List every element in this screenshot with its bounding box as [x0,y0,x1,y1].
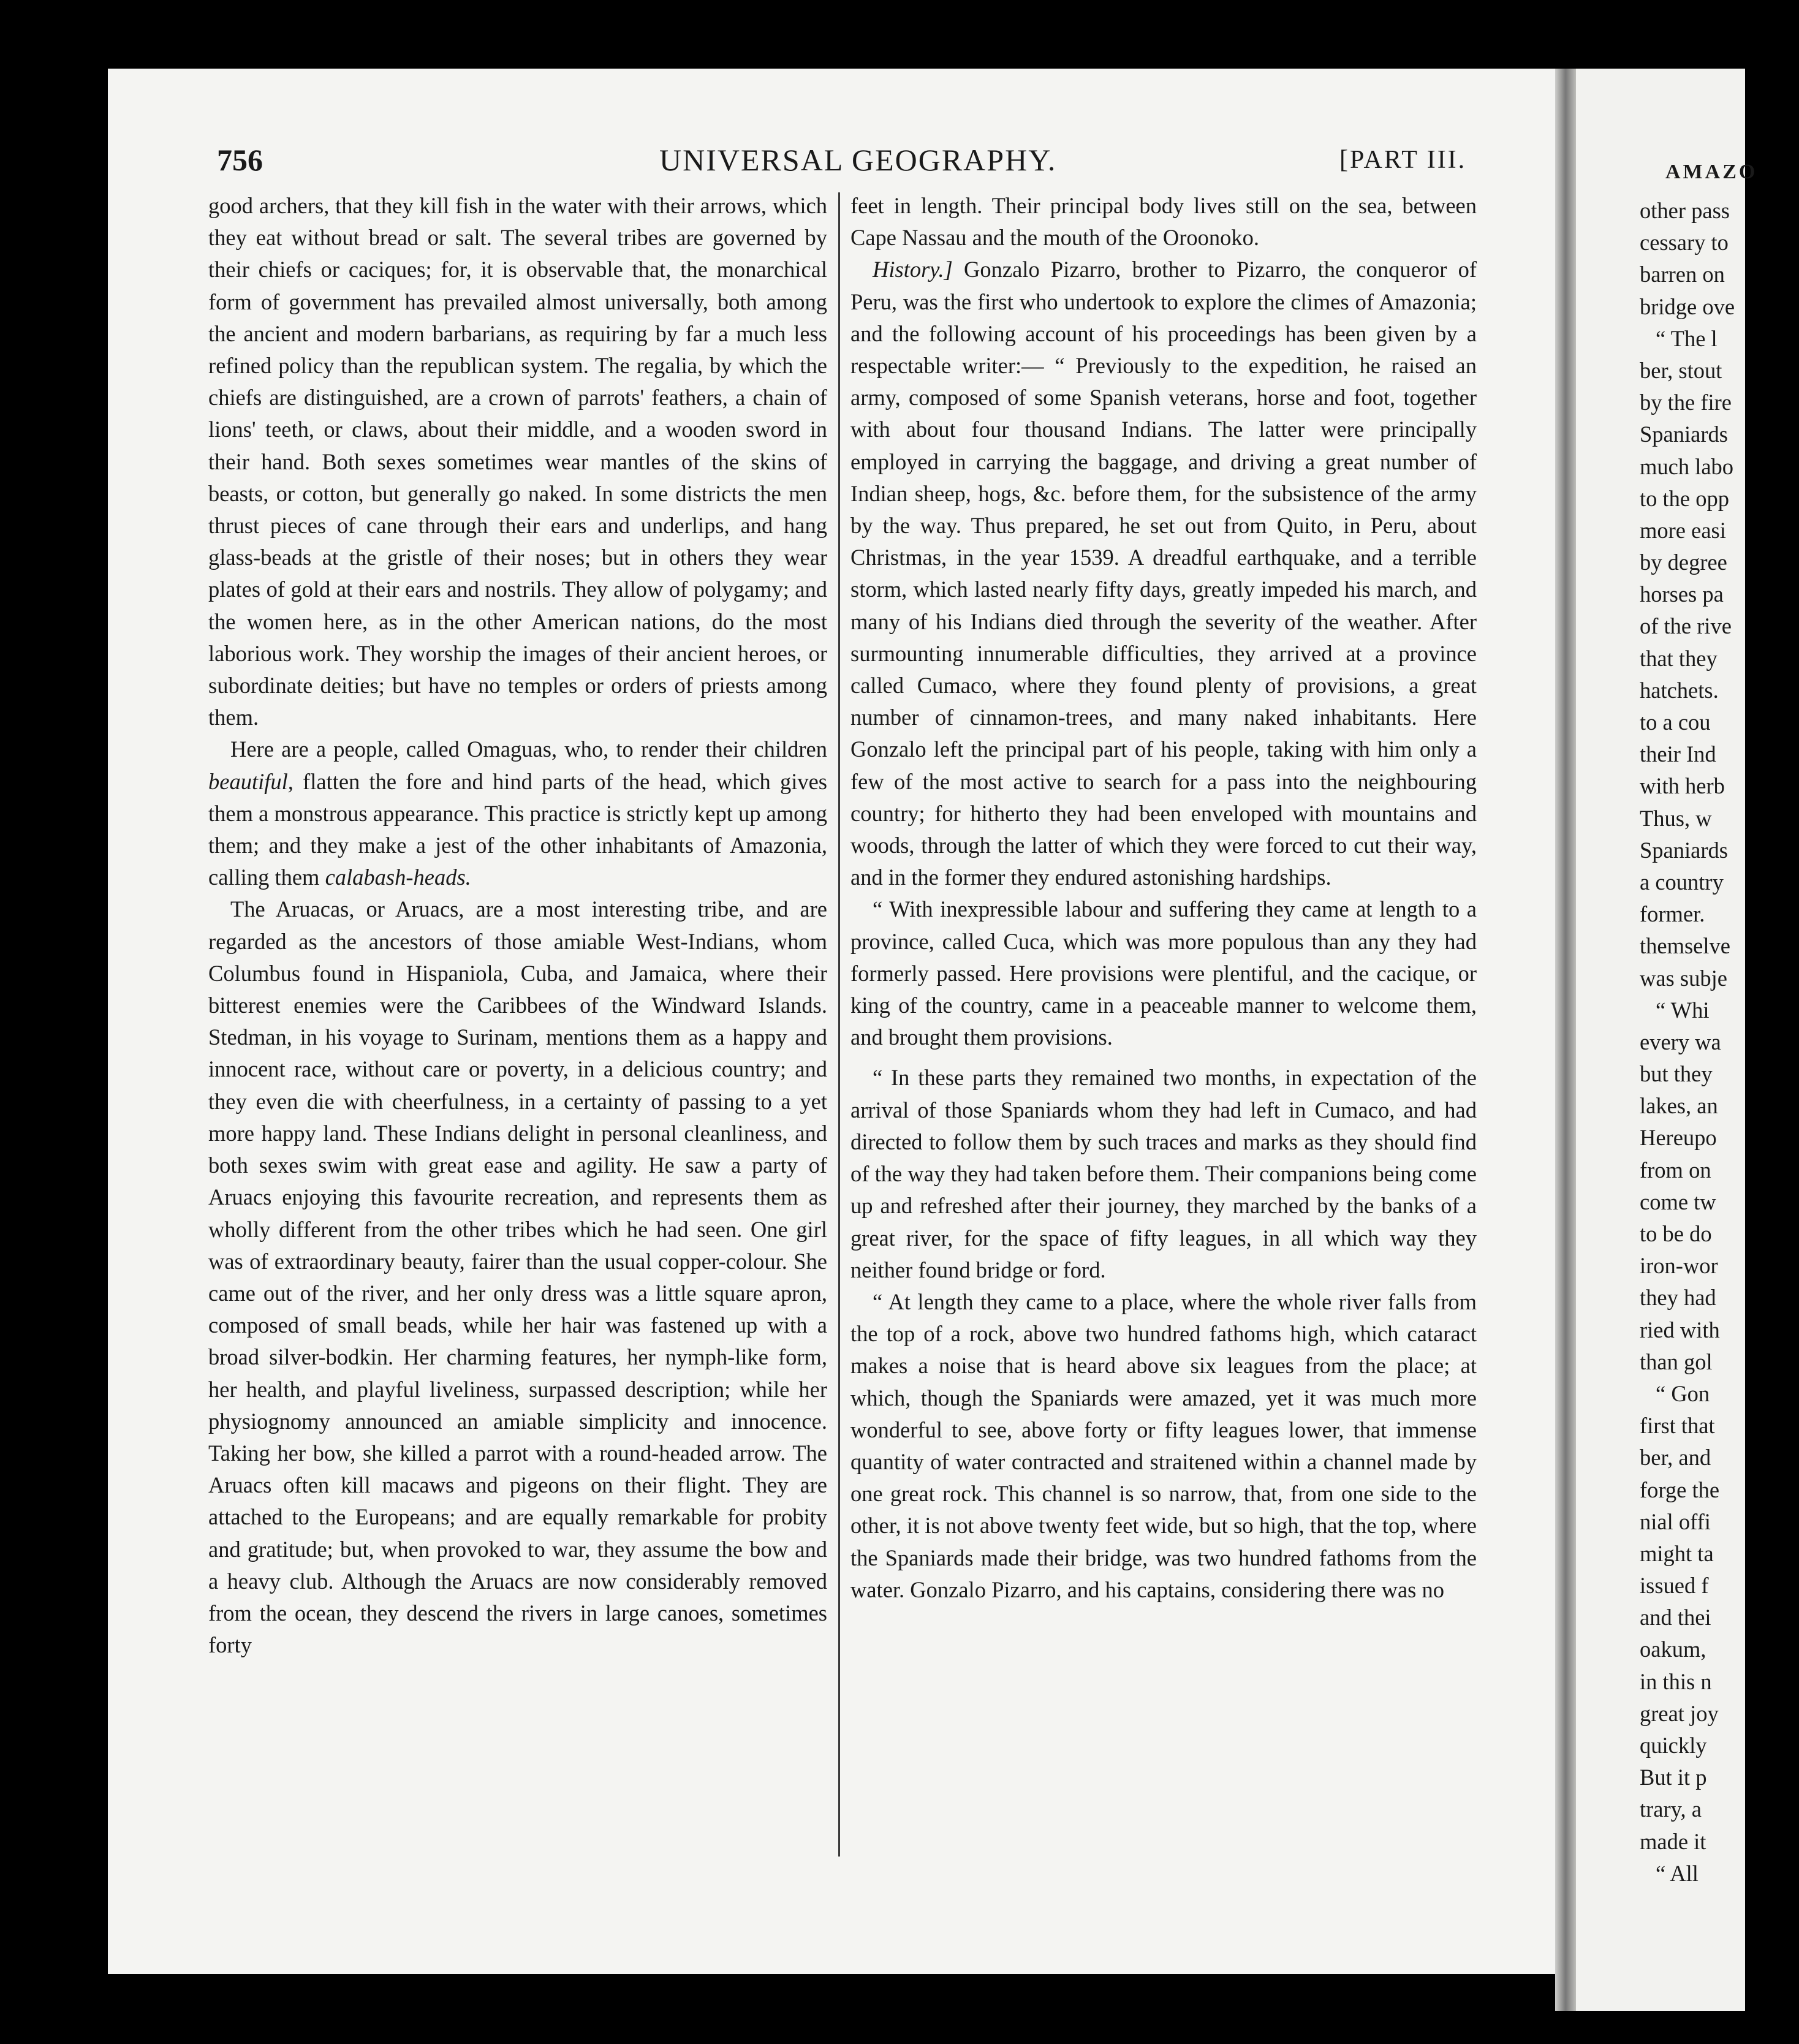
text-line: “ Whi [1656,997,1710,1023]
text-line: trary, a [1640,1796,1702,1822]
book-spine [1555,69,1576,2011]
text-line: from on [1640,1157,1711,1183]
right-page-heading: AMAZO [1665,161,1758,183]
text-line: cessary to [1640,230,1729,255]
text-line: every wa [1640,1029,1721,1054]
paragraph: feet in length. Their principal body lives still on the sea, between Cape Nassau and the mouth of the Oroonoko. [850,193,1477,251]
text-line: of the rive [1640,613,1732,639]
text-line: former. [1640,901,1705,927]
text-line: ber, and [1640,1445,1711,1471]
paragraph: good archers, that they kill fish in the water with their arrows, which they eat without bread or salt. The several tribes are governed by their chiefs or caciques; for, it is observable that, the monarchical form of government has prevailed almost universally, both among the ancient and modern barbarians, as requiring by far a much less refined policy than the republican system. The regalia, by which the chiefs are distinguished, are a crown of parrots' feathers, a chain of lions' teeth, or claws, about their middle, and a wooden sword in their hand. Both sexes sometimes wear mantles of the skins of beasts, or cotton, but generally go naked. In some districts the men thrust pieces of cane through their ears and underlips, and hang glass-beads at the gristle of their noses; but in others they wear plates of gold at their ears and nostrils. They allow of polygamy; and the women here, as in the other American nations, do the most laborious work. They worship the images of their ancient heroes, or subordinate deities; but have no temples or orders of priests among them. [208,193,827,730]
text-line: But it p [1640,1765,1707,1790]
text-line: “ The l [1656,325,1718,351]
middle-text-column [850,190,1477,1857]
text-line: much labo [1640,453,1734,479]
text-line: “ Gon [1656,1380,1710,1406]
text-line: more easi [1640,517,1726,543]
text-line: other pass [1640,198,1730,223]
text-line: first that [1640,1413,1715,1439]
text-line: by the fire [1640,390,1732,415]
text-line: in this n [1640,1668,1712,1694]
text-line: they had [1640,1285,1716,1311]
text-line: Spaniards [1640,837,1728,863]
text-line: to the opp [1640,485,1729,511]
paragraph: “ In these parts they remained two months, in expectation of the arrival of those Spaniards whom they had left in Cumaco, and had directed to follow them by such traces and marks as they should find of the way they had taken before them. Their companions being come up and refreshed after their journey, they marched by the banks of a great river, for the space of fifty leagues, in all which way they neither found bridge or ford. [850,1065,1477,1282]
text-line: issued f [1640,1573,1709,1599]
text-line: forge the [1640,1477,1720,1502]
text-line: with herb [1640,773,1725,799]
part-label: [PART III. [1339,146,1467,174]
text-line: might ta [1640,1540,1714,1566]
text-line: to be do [1640,1221,1712,1246]
text-line: oakum, [1640,1637,1706,1662]
text-line: but they [1640,1061,1713,1087]
text-line: ried with [1640,1317,1720,1342]
text-line: ber, stout [1640,357,1722,383]
text-line: than gol [1640,1349,1713,1374]
text-line: themselve [1640,933,1730,959]
text-line: lakes, an [1640,1093,1718,1119]
text-line: Spaniards [1640,422,1728,447]
text-line: Thus, w [1640,805,1712,831]
page-number: 756 [217,143,263,177]
text-line: come tw [1640,1189,1716,1214]
left-text-column [208,190,827,1857]
text-line: “ All [1656,1860,1699,1886]
text-line: was subje [1640,965,1727,991]
text-line: great joy [1640,1700,1719,1726]
text-line: that they [1640,645,1718,671]
running-title: UNIVERSAL GEOGRAPHY. [659,143,1057,177]
text-line: iron-wor [1640,1253,1718,1279]
section-heading: History.] [873,257,953,282]
text-line: horses pa [1640,581,1724,607]
paragraph: “ With inexpressible labour and suffering they came at length to a province, called Cuca, which was more populous than any they had formerly passed. Here provisions were plentiful, and the cacique, or king of the country, came in a peaceable manner to welcome them, and brought them provisions. [850,896,1477,1050]
text-line: made it [1640,1828,1706,1854]
right-page-text [1640,195,1799,1890]
text-line: their Ind [1640,741,1716,767]
column-rule [838,192,840,1857]
text-line: quickly [1640,1733,1707,1758]
text-line: nial offi [1640,1508,1711,1534]
text-line: a country [1640,869,1724,895]
text-line: by degree [1640,550,1727,575]
paragraph: History.] Gonzalo Pizarro, brother to Pizarro, the conqueror of Peru, was the first who undertook to explore the climes of Amazonia; and the following account of his proceedings has been given by a respectable writer:— “ Previously to the expedition, he raised an army, composed of some Spanish veterans, horse and foot, together with about four thousand Indians. The latter were principally employed in carrying the baggage, and driving a great number of Indian sheep, hogs, &c. before them, for the subsistence of the army by the way. Thus prepared, he set out from Quito, in Peru, about Christmas, in the year 1539. A dreadful earthquake, and a terrible storm, which lasted nearly fifty days, greatly impeded his march, and many of his Indians died through the severity of the weather. After surmounting innumerable difficulties, they arrived at a province called Cumaco, where they found plenty of provisions, a great number of cinnamon-trees, and many naked inhabitants. Here Gonzalo left the principal part of his people, taking with him only a few of the most active to search for a pass into the neighbouring country; for hitherto they had been enveloped with mountains and woods, through the latter of which they were forced to cut their way, and in the former they endured astonishing hardships. [850,257,1477,890]
text-line: hatchets. [1640,677,1719,703]
text-line: bridge ove [1640,293,1735,319]
paragraph: The Aruacas, or Aruacs, are a most interesting tribe, and are regarded as the ancestors of those amiable West-Indians, whom Columbus found in Hispaniola, Cuba, and Jamaica, where their bitterest enemies were the Caribbees of the Windward Islands. Stedman, in his voyage to Surinam, mentions them as a happy and innocent race, without care or poverty, in a delicious country; and they even die with cheerfulness, in a certainty of passing to a yet more happy land. These Indians delight in personal cleanliness, and both sexes swim with great ease and agility. He saw a party of Aruacs enjoying this favourite recreation, and represents them as wholly different from the other tribes which he had seen. One girl was of extraordinary beauty, fairer than the usual copper-colour. She came out of the river, and her only dress was a little square apron, composed of small beads, while her hair was fastened up with a broad silver-bodkin. Her charming features, her nymph-like form, her health, and playful liveliness, surpassed description; while her physiognomy announced an amiable simplicity and innocence. Taking her bow, she killed a parrot with a round-headed arrow. The Aruacs often kill macaws and pigeons on their flight. They are attached to the Europeans; and are equally remarkable for probity and gratitude; but, when provoked to war, they assume the bow and a heavy club. Although the Aruacs are now considerably removed from the ocean, they descend the rivers in large canoes, sometimes forty [208,896,827,1658]
text-line: Hereupo [1640,1125,1717,1151]
text-line: to a cou [1640,710,1711,735]
text-line: barren on [1640,262,1725,287]
paragraph: “ At length they came to a place, where the whole river falls from the top of a rock, above two hundred fathoms high, which cataract makes a noise that is heard above six leagues from the place; at which, though the Spaniards were amazed, yet it was much more wonderful to see, above forty or fifty leagues lower, that immense quantity of water contracted and straitened within a channel made by one great rock. This channel is so narrow, that, from one side to the other, it is not above twenty feet wide, but so high, that the top, where the Spaniards made their bridge, was two hundred fathoms from the water. Gonzalo Pizarro, and his captains, considering there was no [850,1289,1477,1602]
text-line: and thei [1640,1605,1711,1630]
paragraph: Here are a people, called Omaguas, who, to render their children beautiful, flatten the fore and hind parts of the head, which gives them a monstrous appearance. This practice is strictly kept up among them; and they make a jest of the other inhabitants of Amazonia, calling them calabash-heads. [208,736,827,890]
